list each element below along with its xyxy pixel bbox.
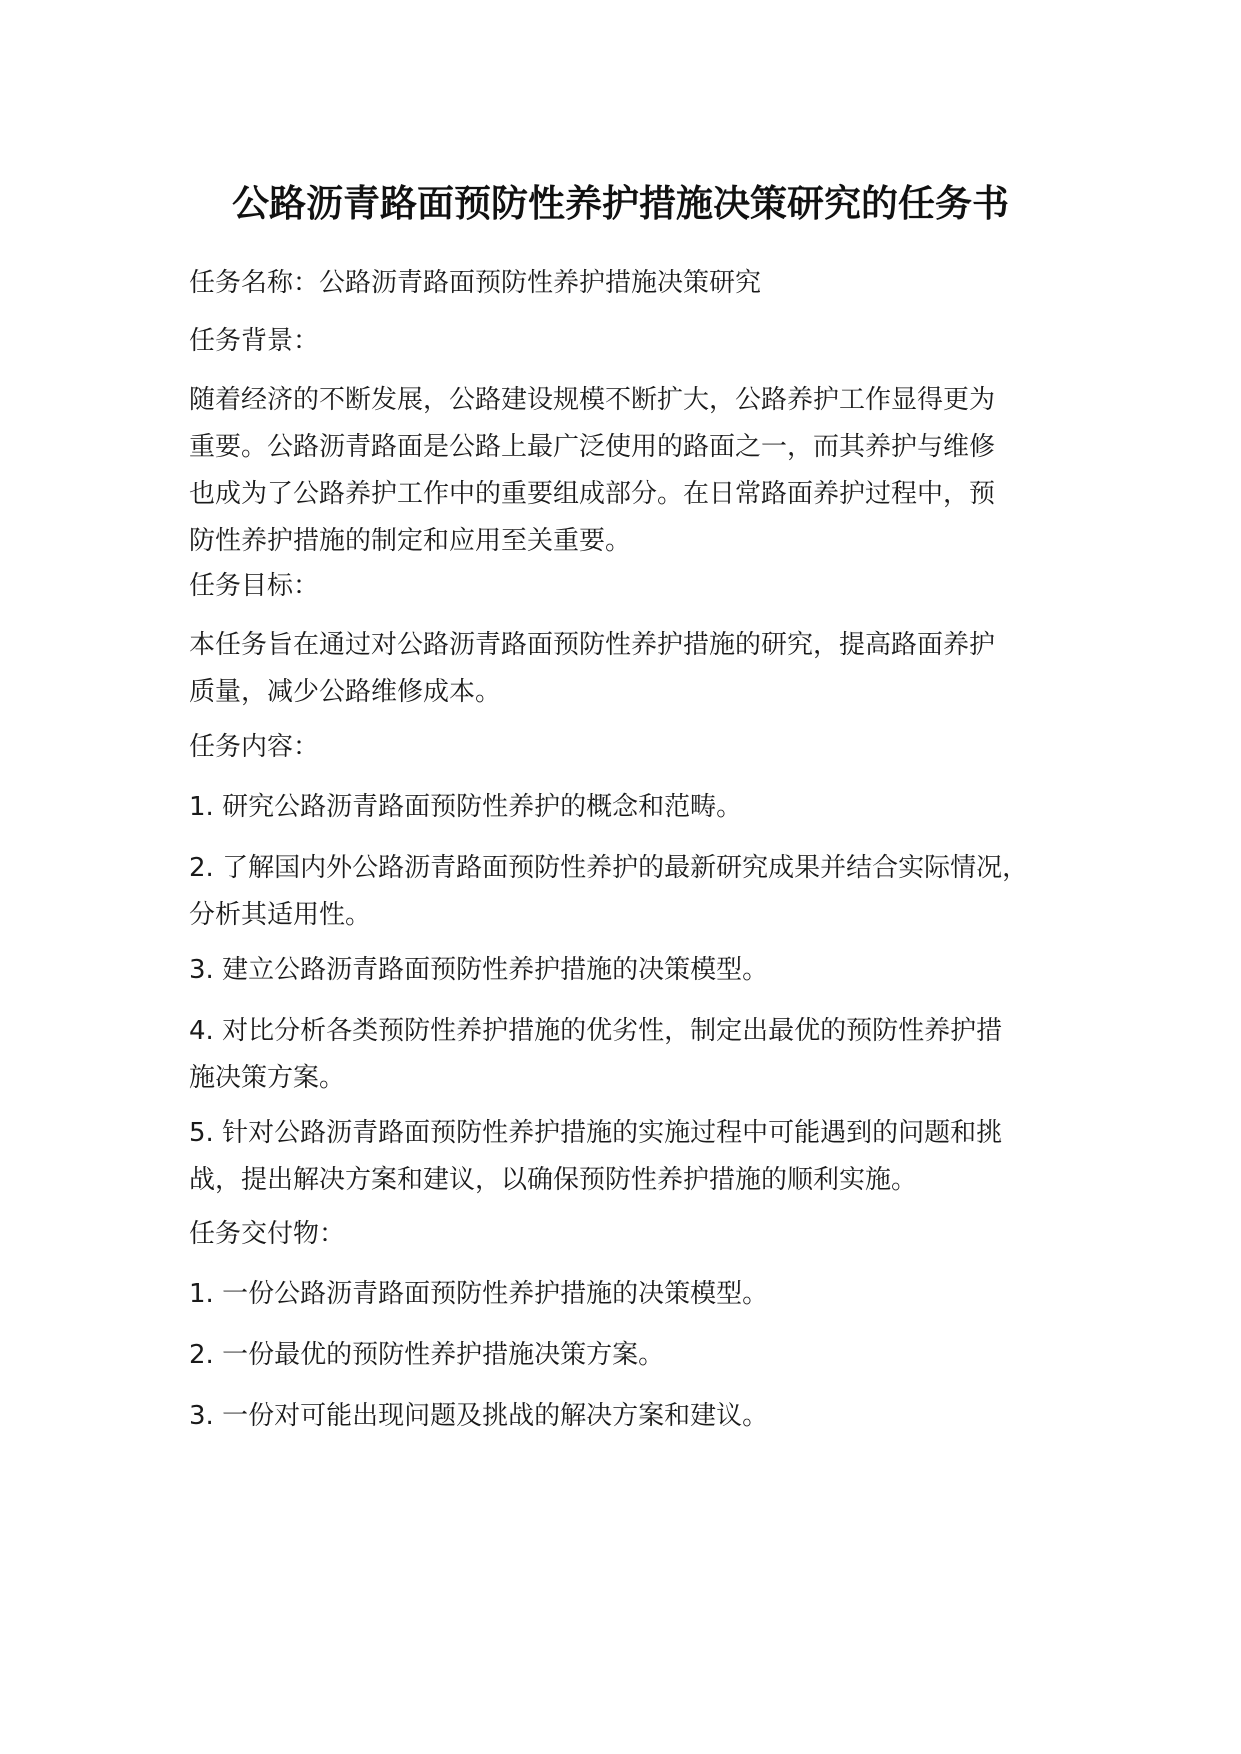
content-list-item: 1. 研究公路沥青路面预防性养护的概念和范畴。 — [189, 792, 743, 822]
content-heading: 任务内容： — [189, 732, 320, 762]
content-list-item: 2. 了解国内外公路沥青路面预防性养护的最新研究成果并结合实际情况， 分析其适用性。 — [189, 853, 1029, 930]
deliverables-list-item: 2. 一份最优的预防性养护措施决策方案。 — [189, 1340, 665, 1370]
content-list-item: 4. 对比分析各类预防性养护措施的优劣性，制定出最优的预防性养护措 施决策方案。 — [189, 1016, 1003, 1093]
document-title: 公路沥青路面预防性养护措施决策研究的任务书 — [232, 182, 1009, 225]
deliverables-list-item: 1. 一份公路沥青路面预防性养护措施的决策模型。 — [189, 1279, 769, 1309]
background-heading: 任务背景： — [189, 326, 320, 356]
goal-paragraph: 本任务旨在通过对公路沥青路面预防性养护措施的研究，提高路面养护 质量，减少公路维修成本。 — [189, 630, 996, 707]
task-name-line: 任务名称：公路沥青路面预防性养护措施决策研究 — [189, 268, 762, 298]
background-paragraph: 随着经济的不断发展，公路建设规模不断扩大，公路养护工作显得更为 重要。公路沥青路面是公路上最广泛使用的路面之一，而其养护与维修 也成为了公路养护工作中的重要组成部分。在日常路面养护过程中，预 防性养护措施的制定和应用至关重要。 — [189, 385, 996, 556]
deliverables-list-item: 3. 一份对可能出现问题及挑战的解决方案和建议。 — [189, 1401, 769, 1431]
deliverables-heading: 任务交付物： — [189, 1219, 346, 1249]
goal-heading: 任务目标： — [189, 571, 320, 601]
content-list-item: 3. 建立公路沥青路面预防性养护措施的决策模型。 — [189, 955, 769, 985]
content-list-item: 5. 针对公路沥青路面预防性养护措施的实施过程中可能遇到的问题和挑 战，提出解决方案和建议，以确保预防性养护措施的顺利实施。 — [189, 1118, 1003, 1195]
